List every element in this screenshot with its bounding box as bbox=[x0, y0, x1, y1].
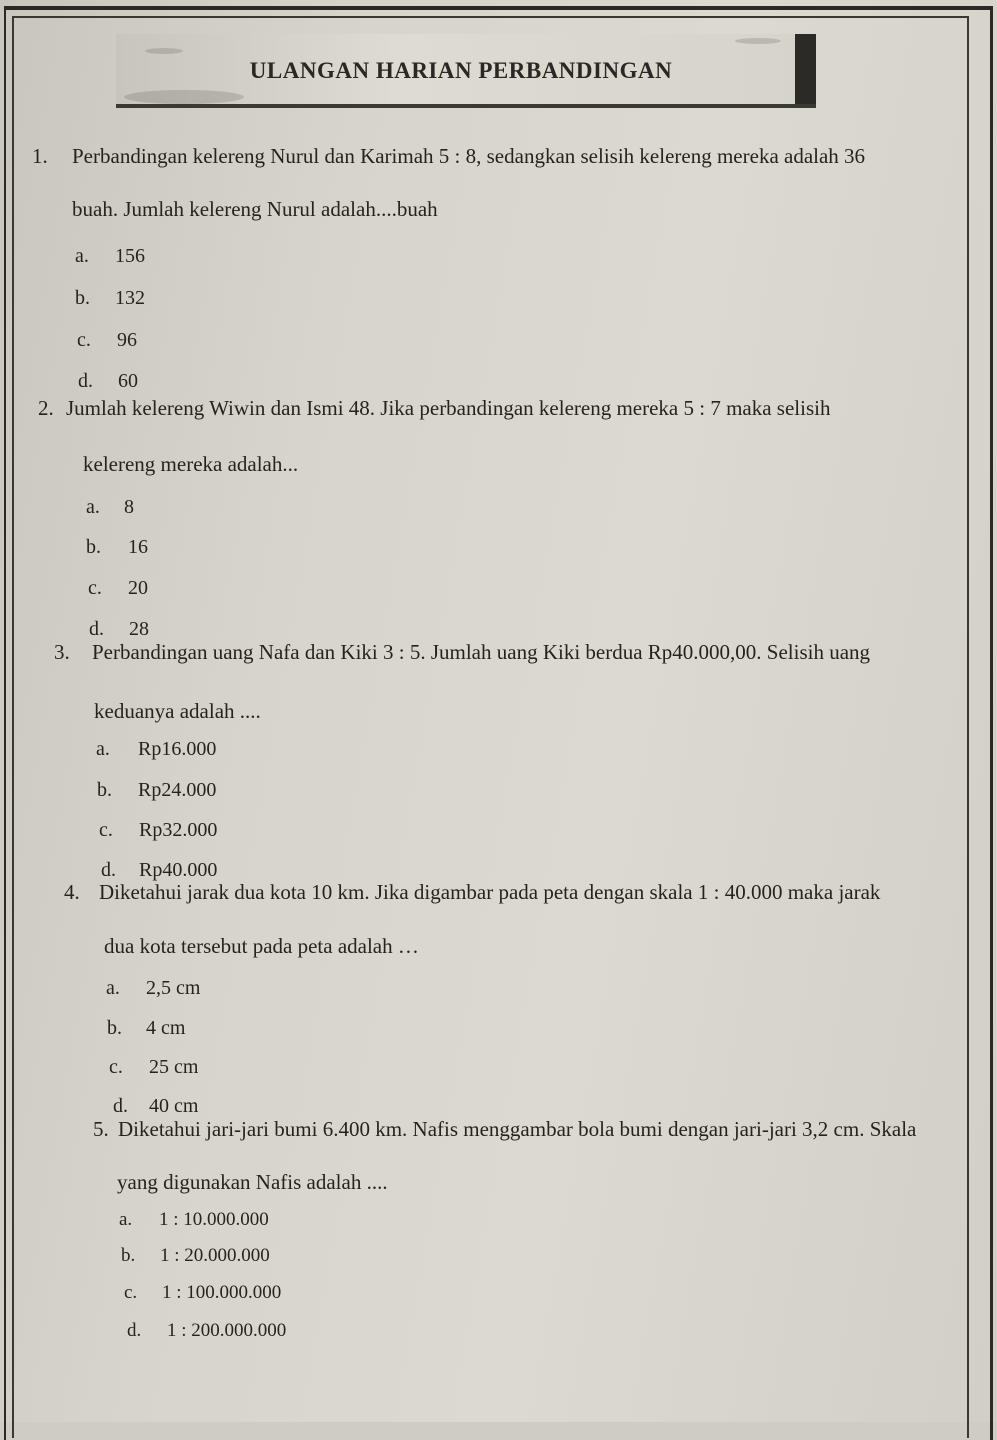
question-number: 4. bbox=[64, 880, 80, 904]
option-d: d. 40 cm bbox=[113, 1095, 199, 1117]
option-d: d. 1 : 200.000.000 bbox=[127, 1320, 287, 1341]
option-c: c. 25 cm bbox=[109, 1056, 199, 1078]
option-b: b. 16 bbox=[86, 536, 148, 558]
question-text-line1: Diketahui jari-jari bumi 6.400 km. Nafis menggambar bola bumi dengan jari-jari 3,2 cm. Skala bbox=[118, 1117, 917, 1141]
option-d: d. 28 bbox=[89, 618, 149, 640]
option-a: a. 1 : 10.000.000 bbox=[119, 1209, 269, 1230]
option-a: a. 2,5 cm bbox=[106, 977, 201, 999]
question-text-line1: Jumlah kelereng Wiwin dan Ismi 48. Jika perbandingan kelereng mereka 5 : 7 maka selisih bbox=[66, 396, 831, 420]
page-title: ULANGAN HARIAN PERBANDINGAN bbox=[249, 58, 673, 83]
option-d: d. 60 bbox=[78, 370, 138, 392]
title-banner-underline bbox=[116, 104, 816, 108]
option-b: b. Rp24.000 bbox=[97, 779, 217, 801]
question-text-line1: Perbandingan uang Nafa dan Kiki 3 : 5. Jumlah uang Kiki berdua Rp40.000,00. Selisih uang bbox=[92, 640, 871, 664]
option-b: b. 132 bbox=[75, 287, 145, 309]
question-text-line2: keduanya adalah .... bbox=[94, 699, 261, 723]
question-number: 1. bbox=[32, 144, 48, 168]
option-b: b. 1 : 20.000.000 bbox=[121, 1245, 270, 1266]
paper-smudge bbox=[735, 38, 781, 44]
option-a: a. Rp16.000 bbox=[96, 738, 217, 760]
question-text-line2: yang digunakan Nafis adalah .... bbox=[117, 1170, 388, 1194]
paper-smudge bbox=[145, 48, 183, 54]
option-d: d. Rp40.000 bbox=[101, 859, 218, 881]
question-text-line2: buah. Jumlah kelereng Nurul adalah....buah bbox=[72, 197, 438, 221]
question-number: 5. bbox=[93, 1117, 109, 1141]
option-b: b. 4 cm bbox=[107, 1017, 186, 1039]
question-text-line2: kelereng mereka adalah... bbox=[83, 452, 299, 476]
question-text-line2: dua kota tersebut pada peta adalah … bbox=[104, 934, 419, 958]
question-number: 2. bbox=[38, 396, 54, 420]
option-a: a. 8 bbox=[86, 496, 134, 518]
question-text-line1: Diketahui jarak dua kota 10 km. Jika digambar pada peta dengan skala 1 : 40.000 maka jarak bbox=[99, 880, 881, 904]
option-a: a. 156 bbox=[75, 245, 145, 267]
option-c: c. 96 bbox=[77, 329, 137, 351]
option-c: c. 1 : 100.000.000 bbox=[124, 1282, 282, 1303]
option-c: c. 20 bbox=[88, 577, 148, 599]
paper-smudge bbox=[124, 90, 244, 104]
question-text-line1: Perbandingan kelereng Nurul dan Karimah 5 : 8, sedangkan selisih kelereng mereka adalah 36 bbox=[72, 144, 866, 168]
question-number: 3. bbox=[54, 640, 70, 664]
option-c: c. Rp32.000 bbox=[99, 819, 218, 841]
